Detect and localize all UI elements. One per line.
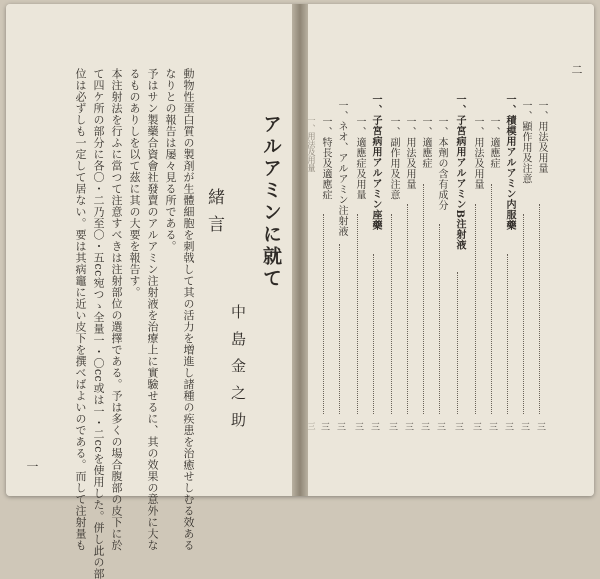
toc-entry-page: 三 [471,422,481,431]
open-book [6,4,594,579]
toc-leader [391,214,392,414]
body-line: て四ケ所の部分に各〇・二乃至〇・五cc宛つゝ全量一・〇cc或は一・二ccを使用した。併し此の部 [92,68,105,579]
toc-entry-page: 三 [403,422,413,431]
toc-entry-title: 一、副作用及注意 [388,116,399,200]
toc-entry-page: 三 [453,422,463,431]
toc-entry-page: 三 [519,422,529,431]
toc-entry-page: 三 [307,422,316,430]
toc-entry-page: 三 [487,422,497,431]
toc-entry-title: 一、子宮病用アルアミン座藥 [370,94,381,231]
right-page [304,4,594,496]
toc-entry-title: 一、子宮病用アルアミンB注射液 [454,94,465,250]
toc-leader [475,204,476,414]
section-heading: 緒言 [204,188,224,242]
page-number-left: 一 [25,460,39,472]
toc-leader [323,214,324,414]
author-name: 中島金之助 [229,304,247,439]
toc-leader [373,254,374,414]
toc-entry-page: 三 [369,422,379,431]
toc-leader [407,204,408,414]
toc-leader [357,214,358,414]
toc-entry-title: 一、特長及適應症 [320,116,331,200]
toc-entry-page: 三 [387,422,397,431]
toc-entry-title: 一、適應症及用量 [354,116,365,200]
toc-entry-title: 一、本劑の含有成分 [436,116,447,211]
page-number-right: 二 [570,64,583,75]
toc-leader [339,244,340,414]
toc-entry-page: 三 [353,422,363,431]
toc-entry-title: 一、適應症 [488,116,499,169]
toc-entry-title: 一、適應症 [420,116,431,169]
toc-entry-page: 三 [435,422,445,431]
toc-entry-page: 三 [503,422,513,431]
body-line: 予はサン製藥合資會社發賣のアルアミン注射液を治療上に實驗せるに、其の效果の意外に大な [146,68,159,551]
toc-leader [457,272,458,414]
toc-leader [539,204,540,414]
toc-entry-page: 三 [419,422,429,431]
toc-entry-title: 一、ネオ、アルアミン注射液 [336,100,347,237]
toc-leader [523,214,524,414]
toc-leader [439,224,440,414]
body-line: なりとの報告は屡々見る所である。 [164,68,177,252]
toc-entry-page: 三 [319,422,329,431]
toc-leader [491,184,492,414]
toc-leader [507,254,508,414]
toc-entry-title: 一、用法及用量 [536,100,547,174]
toc-entry-title: 一、用法及用量 [404,116,415,190]
toc-entry-title: 一、用法及用量 [307,116,316,172]
body-line: 動物性蛋白質の製剤が生體細胞を刺戟して其の活力を増進し諸種の疾患を治癒せしむる效ある [182,68,195,551]
body-line: 位は必ずしも一定して居ない。要は其病竈に近い皮下を撰べばよいのである。而して注射量も [74,68,87,551]
body-line: るものありしを以て茲に其の大要を報告す。 [128,68,141,298]
toc-entry-title: 一、用法及用量 [472,116,483,190]
toc-entry-title: 一、積模用アルアミン内服藥 [504,94,515,231]
article-title: アルアミンに就て [260,114,282,290]
toc-entry-page: 三 [335,422,345,431]
toc-entry-title: 一、顯作用及注意 [520,100,531,184]
toc-leader [423,184,424,414]
body-line: 本注射法を行ふに當つて注意すべきは注射部位の選擇である。予は多くの場合腹部の皮下に於 [110,68,123,551]
toc-entry-page: 三 [535,422,545,431]
